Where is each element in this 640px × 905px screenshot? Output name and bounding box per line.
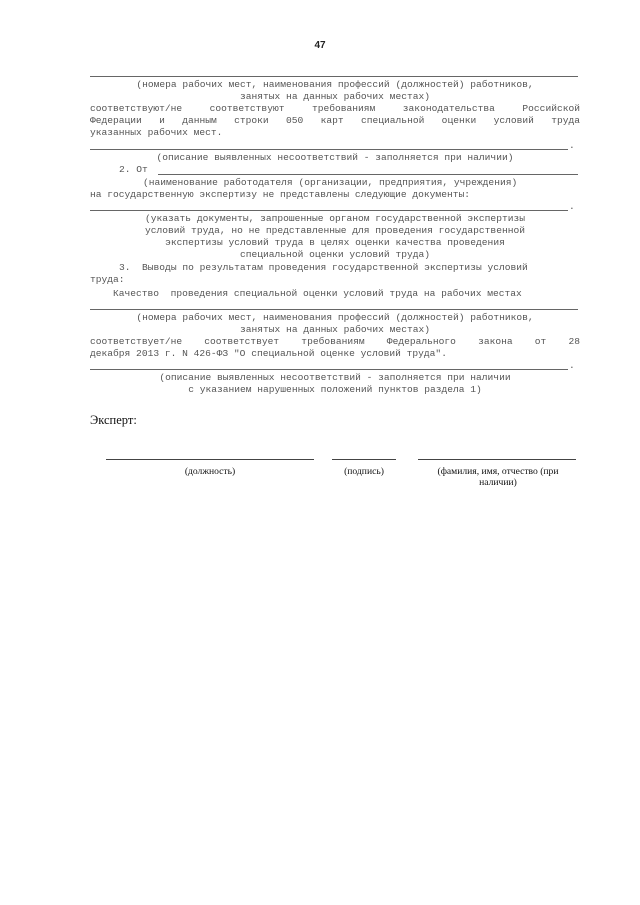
text-line: Федерации и данным строки 050 карт специальной оценки условий труда — [90, 115, 580, 126]
signature-line — [332, 459, 396, 460]
text-line: на государственную экспертизу не представлены следующие документы: — [90, 189, 470, 200]
text-line: 3. Выводы по результатам проведения государственной экспертизы условий — [119, 262, 528, 273]
caption-line: экспертизы условий труда в целях оценки качества проведения — [165, 237, 505, 248]
caption-line: (указать документы, запрошенные органом государственной экспертизы — [145, 213, 525, 224]
caption-line: занятых на данных рабочих местах) — [240, 324, 430, 335]
text-line: соответствуют/не соответствуют требованиям законодательства Российской — [90, 103, 580, 114]
text-line: соответствует/не соответствует требованиям Федерального закона от 28 — [90, 336, 580, 347]
caption-line: (описание выявленных несоответствий - заполняется при наличии) — [156, 152, 514, 163]
position-line — [106, 459, 314, 460]
period: . — [569, 360, 575, 371]
fill-line — [90, 210, 568, 211]
page-number: 47 — [314, 40, 326, 51]
fill-line — [90, 76, 578, 77]
name-caption-line: наличии) — [479, 477, 517, 488]
signature-caption: (подпись) — [344, 466, 384, 477]
text-line: труда: — [90, 274, 125, 285]
name-line — [418, 459, 576, 460]
text-line: Качество проведения специальной оценки условий труда на рабочих местах — [113, 288, 522, 299]
name-caption — [418, 466, 578, 488]
caption-line: условий труда, но не представленные для проведения государственной — [145, 225, 525, 236]
fill-line — [90, 369, 568, 370]
period: . — [569, 140, 575, 151]
caption-line: (номера рабочих мест, наименования профессий (должностей) работников, — [136, 312, 534, 323]
caption-line: специальной оценки условий труда) — [240, 249, 430, 260]
caption-line: занятых на данных рабочих местах) — [240, 91, 430, 102]
fill-line — [90, 149, 568, 150]
name-caption-line: (фамилия, имя, отчество (при — [437, 466, 559, 477]
period: . — [569, 201, 575, 212]
fill-line — [158, 174, 578, 175]
caption-line: с указанием нарушенных положений пунктов раздела 1) — [188, 384, 482, 395]
item-2-label: 2. От — [119, 164, 148, 175]
expert-label: Эксперт: — [90, 413, 137, 427]
caption-line: (номера рабочих мест, наименования профессий (должностей) работников, — [136, 79, 534, 90]
fill-line — [90, 309, 578, 310]
text-line: указанных рабочих мест. — [90, 127, 223, 138]
position-caption: (должность) — [184, 466, 236, 477]
caption-line: (наименование работодателя (организации, предприятия, учреждения) — [143, 177, 518, 188]
text-line: декабря 2013 г. N 426-ФЗ "О специальной оценке условий труда". — [90, 348, 447, 359]
caption-line: (описание выявленных несоответствий - заполняется при наличии — [159, 372, 511, 383]
